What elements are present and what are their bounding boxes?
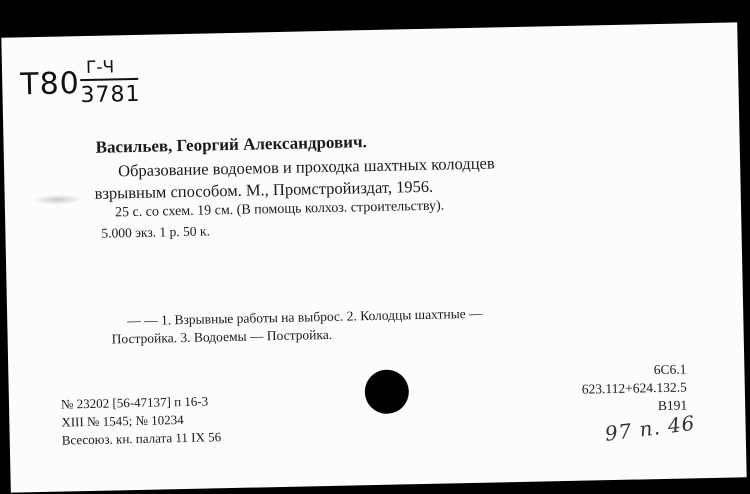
classification-code-1: 6С6.1 <box>653 361 687 378</box>
call-number-fraction <box>80 57 141 108</box>
publisher-chamber-line: Всесоюз. кн. палата 11 IX 56 <box>61 429 222 448</box>
ink-smudge <box>33 194 83 205</box>
card-number-line: № 23202 [56-47137] п 16-3 <box>60 393 209 412</box>
classification-code-2: 623.112+624.132.5 <box>581 379 687 397</box>
call-fraction-bottom: 3781 <box>80 81 141 109</box>
author-mark: В191 <box>657 397 688 414</box>
catalog-card <box>1 22 746 492</box>
call-number: T80 <box>19 66 81 103</box>
title-line-1: Образование водоемов и проходка шахтных колодцев <box>117 153 495 181</box>
call-fraction-top: Г-Ч <box>85 57 115 78</box>
handwritten-stamp: 97 п. 46 <box>603 410 697 446</box>
edition-price: 5.000 экз. 1 р. 50 к. <box>101 223 211 241</box>
punch-hole <box>364 369 409 414</box>
author-heading: Васильев, Георгий Александрович. <box>95 132 368 157</box>
subject-headings-line-1: — — 1. Взрывные работы на выброс. 2. Колодцы шахтные — <box>127 305 483 329</box>
title-line-2: взрывным способом. М., Промстройиздат, 1956. <box>94 176 434 203</box>
fraction-bar <box>80 78 138 81</box>
physical-description: 25 с. со схем. 19 см. (В помощь колхоз. строительству). <box>114 198 445 221</box>
subject-headings-line-2: Постройка. 3. Водоемы — Постройка. <box>111 326 333 347</box>
registry-line: XIII № 1545; № 10234 <box>61 412 184 430</box>
